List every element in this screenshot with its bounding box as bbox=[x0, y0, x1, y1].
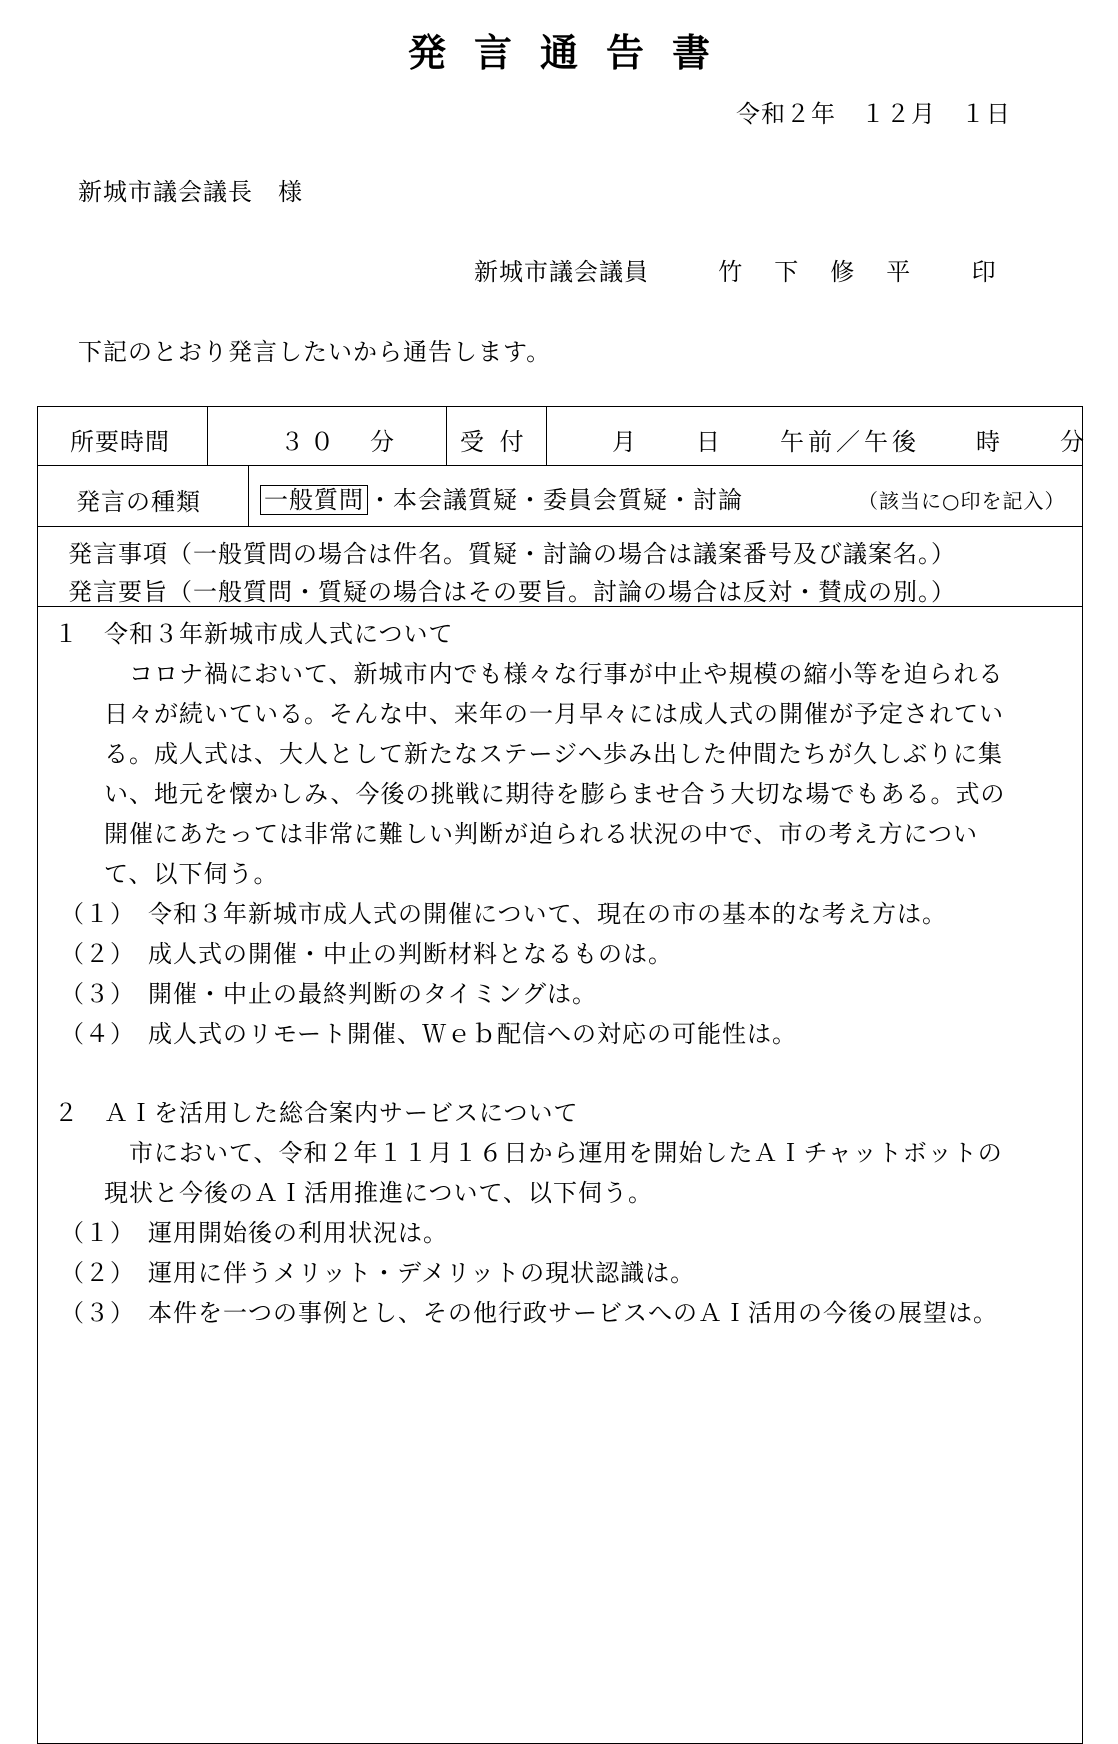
item-paragraph-line: 市において、令和２年１１月１６日から運用を開始したＡＩチャットボットの bbox=[104, 1139, 1003, 1167]
item-paragraph-line: コロナ禍において、新城市内でも様々な行事が中止や規模の縮小等を迫られる bbox=[104, 660, 1004, 688]
question-item: （３） 開催・中止の最終判断のタイミングは。 bbox=[60, 980, 598, 1008]
submission-date: 令和２年 １２月 １日 bbox=[736, 100, 1011, 128]
reception-label: 受 付 bbox=[460, 428, 528, 456]
type-options bbox=[260, 480, 743, 515]
addressee: 新城市議会議長 様 bbox=[78, 178, 303, 206]
question-item: （３） 本件を一つの事例とし、その他行政サービスへのＡＩ活用の今後の展望は。 bbox=[60, 1299, 998, 1327]
item-heading: ２ ＡＩを活用した総合案内サービスについて bbox=[54, 1099, 579, 1127]
reception-fields: 月 日 午前／午後 時 分 bbox=[612, 428, 1088, 456]
question-item: （２） 成人式の開催・中止の判断材料となるものは。 bbox=[60, 940, 673, 968]
item-heading: １ 令和３年新城市成人式について bbox=[54, 620, 454, 648]
summary-line: 発言要旨（一般質問・質疑の場合はその要旨。討論の場合は反対・賛成の別。） bbox=[68, 578, 956, 606]
sender-title: 新城市議会議員 bbox=[474, 258, 649, 286]
table-rule bbox=[37, 526, 1083, 527]
sender bbox=[474, 252, 997, 287]
item-paragraph-line: 現状と今後のＡＩ活用推進について、以下伺う。 bbox=[104, 1179, 654, 1207]
seal-mark: 印 bbox=[971, 258, 997, 286]
question-item: （１） 令和３年新城市成人式の開催について、現在の市の基本的な考え方は。 bbox=[60, 900, 948, 928]
type-note: （該当に○印を記入） bbox=[858, 489, 1066, 513]
time-value: ３０ 分 bbox=[280, 428, 400, 456]
question-item: （１） 運用開始後の利用状況は。 bbox=[60, 1219, 448, 1247]
item-paragraph-line: 開催にあたっては非常に難しい判断が迫られる状況の中で、市の考え方につい bbox=[104, 820, 979, 848]
matter-line: 発言事項（一般質問の場合は件名。質疑・討論の場合は議案番号及び議案名。） bbox=[68, 540, 956, 568]
table-divider bbox=[546, 406, 547, 466]
table-divider bbox=[248, 466, 249, 527]
type-selected: 一般質問 bbox=[260, 485, 368, 515]
question-item: （２） 運用に伴うメリット・デメリットの現状認識は。 bbox=[60, 1259, 696, 1287]
item-paragraph-line: い、地元を懐かしみ、今後の挑戦に期待を膨らませ合う大切な場でもある。式の bbox=[104, 780, 1006, 808]
intro-text: 下記のとおり発言したいから通告します。 bbox=[78, 338, 552, 366]
item-paragraph-line: 日々が続いている。そんな中、来年の一月早々には成人式の開催が予定されてい bbox=[104, 700, 1004, 728]
type-others: ・本会議質疑・委員会質疑・討論 bbox=[368, 486, 743, 514]
question-item: （４） 成人式のリモート開催、Ｗｅｂ配信への対応の可能性は。 bbox=[60, 1020, 798, 1048]
table-rule bbox=[37, 465, 1083, 466]
item-paragraph-line: て、以下伺う。 bbox=[104, 860, 279, 888]
table-divider bbox=[207, 406, 208, 466]
item-paragraph-line: る。成人式は、大人として新たなステージへ歩み出した仲間たちが久しぶりに集 bbox=[104, 740, 1004, 768]
time-label: 所要時間 bbox=[70, 428, 170, 456]
table-divider bbox=[446, 406, 447, 466]
sender-name: 竹 下 修 平 bbox=[718, 258, 915, 286]
type-label: 発言の種類 bbox=[76, 488, 201, 516]
document-title: 発言通告書 bbox=[407, 31, 738, 75]
